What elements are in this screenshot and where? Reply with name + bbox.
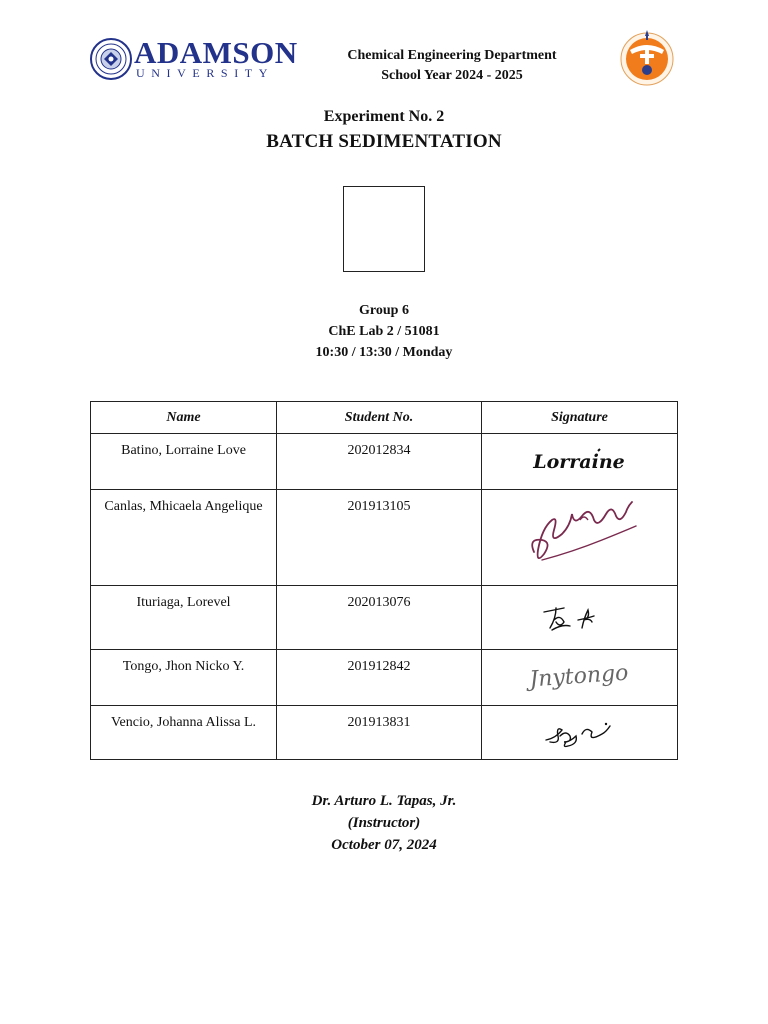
- member-signature: [481, 650, 677, 706]
- adamson-logo: [90, 35, 298, 82]
- instructor-name: Dr. Arturo L. Tapas, Jr.: [311, 793, 457, 809]
- signature-image: [482, 706, 677, 754]
- table-header-row: [91, 402, 678, 434]
- group-info: [0, 300, 768, 363]
- header-signature: Signature: [481, 402, 677, 434]
- department-logo: [614, 28, 680, 86]
- table-row: [91, 706, 678, 760]
- instructor-role: (Instructor): [347, 815, 421, 831]
- photo-placeholder: [343, 186, 425, 272]
- signature-image: [482, 490, 677, 580]
- document-date: October 07, 2024: [331, 837, 437, 853]
- member-name: Canlas, Mhicaela Angelique: [91, 490, 277, 586]
- table-row: [91, 650, 678, 706]
- member-signature: [481, 490, 677, 586]
- chemical-society-seal-icon: [614, 28, 680, 86]
- signature-image: [482, 586, 677, 644]
- member-name: Batino, Lorraine Love: [91, 434, 277, 490]
- department-header: [300, 46, 604, 86]
- header-student-no: Student No.: [277, 402, 482, 434]
- member-student-no: 201913831: [277, 706, 482, 760]
- group-name: Group 6: [359, 303, 409, 318]
- member-name: Vencio, Johanna Alissa L.: [91, 706, 277, 760]
- experiment-number: Experiment No. 2: [323, 108, 445, 125]
- table-row: [91, 490, 678, 586]
- member-name: Ituriaga, Lorevel: [91, 586, 277, 650]
- class-schedule: 10:30 / 13:30 / Monday: [315, 345, 453, 360]
- signature-image: [482, 434, 677, 484]
- signature-text: Lorraine: [533, 451, 625, 473]
- school-year: School Year 2024 - 2025: [381, 68, 523, 83]
- university-seal-icon: [90, 36, 132, 82]
- university-subtitle: UNIVERSITY: [136, 66, 274, 80]
- member-name: Tongo, Jhon Nicko Y.: [91, 650, 277, 706]
- experiment-title: BATCH SEDIMENTATION: [266, 131, 502, 152]
- member-student-no: 201912842: [277, 650, 482, 706]
- university-name: ADAMSON: [134, 35, 298, 70]
- member-signature: [481, 434, 677, 490]
- course-code: ChE Lab 2 / 51081: [328, 324, 440, 339]
- member-signature: [481, 706, 677, 760]
- department-name: Chemical Engineering Department: [347, 48, 557, 63]
- member-signature: [481, 586, 677, 650]
- signature-image: [482, 650, 677, 700]
- member-student-no: 201913105: [277, 490, 482, 586]
- member-table: [90, 401, 678, 760]
- member-student-no: 202012834: [277, 434, 482, 490]
- signature-text: Jnytongo: [528, 660, 630, 693]
- table-row: [91, 434, 678, 490]
- header-name: Name: [91, 402, 277, 434]
- instructor-block: [0, 790, 768, 856]
- table-row: [91, 586, 678, 650]
- member-student-no: 202013076: [277, 586, 482, 650]
